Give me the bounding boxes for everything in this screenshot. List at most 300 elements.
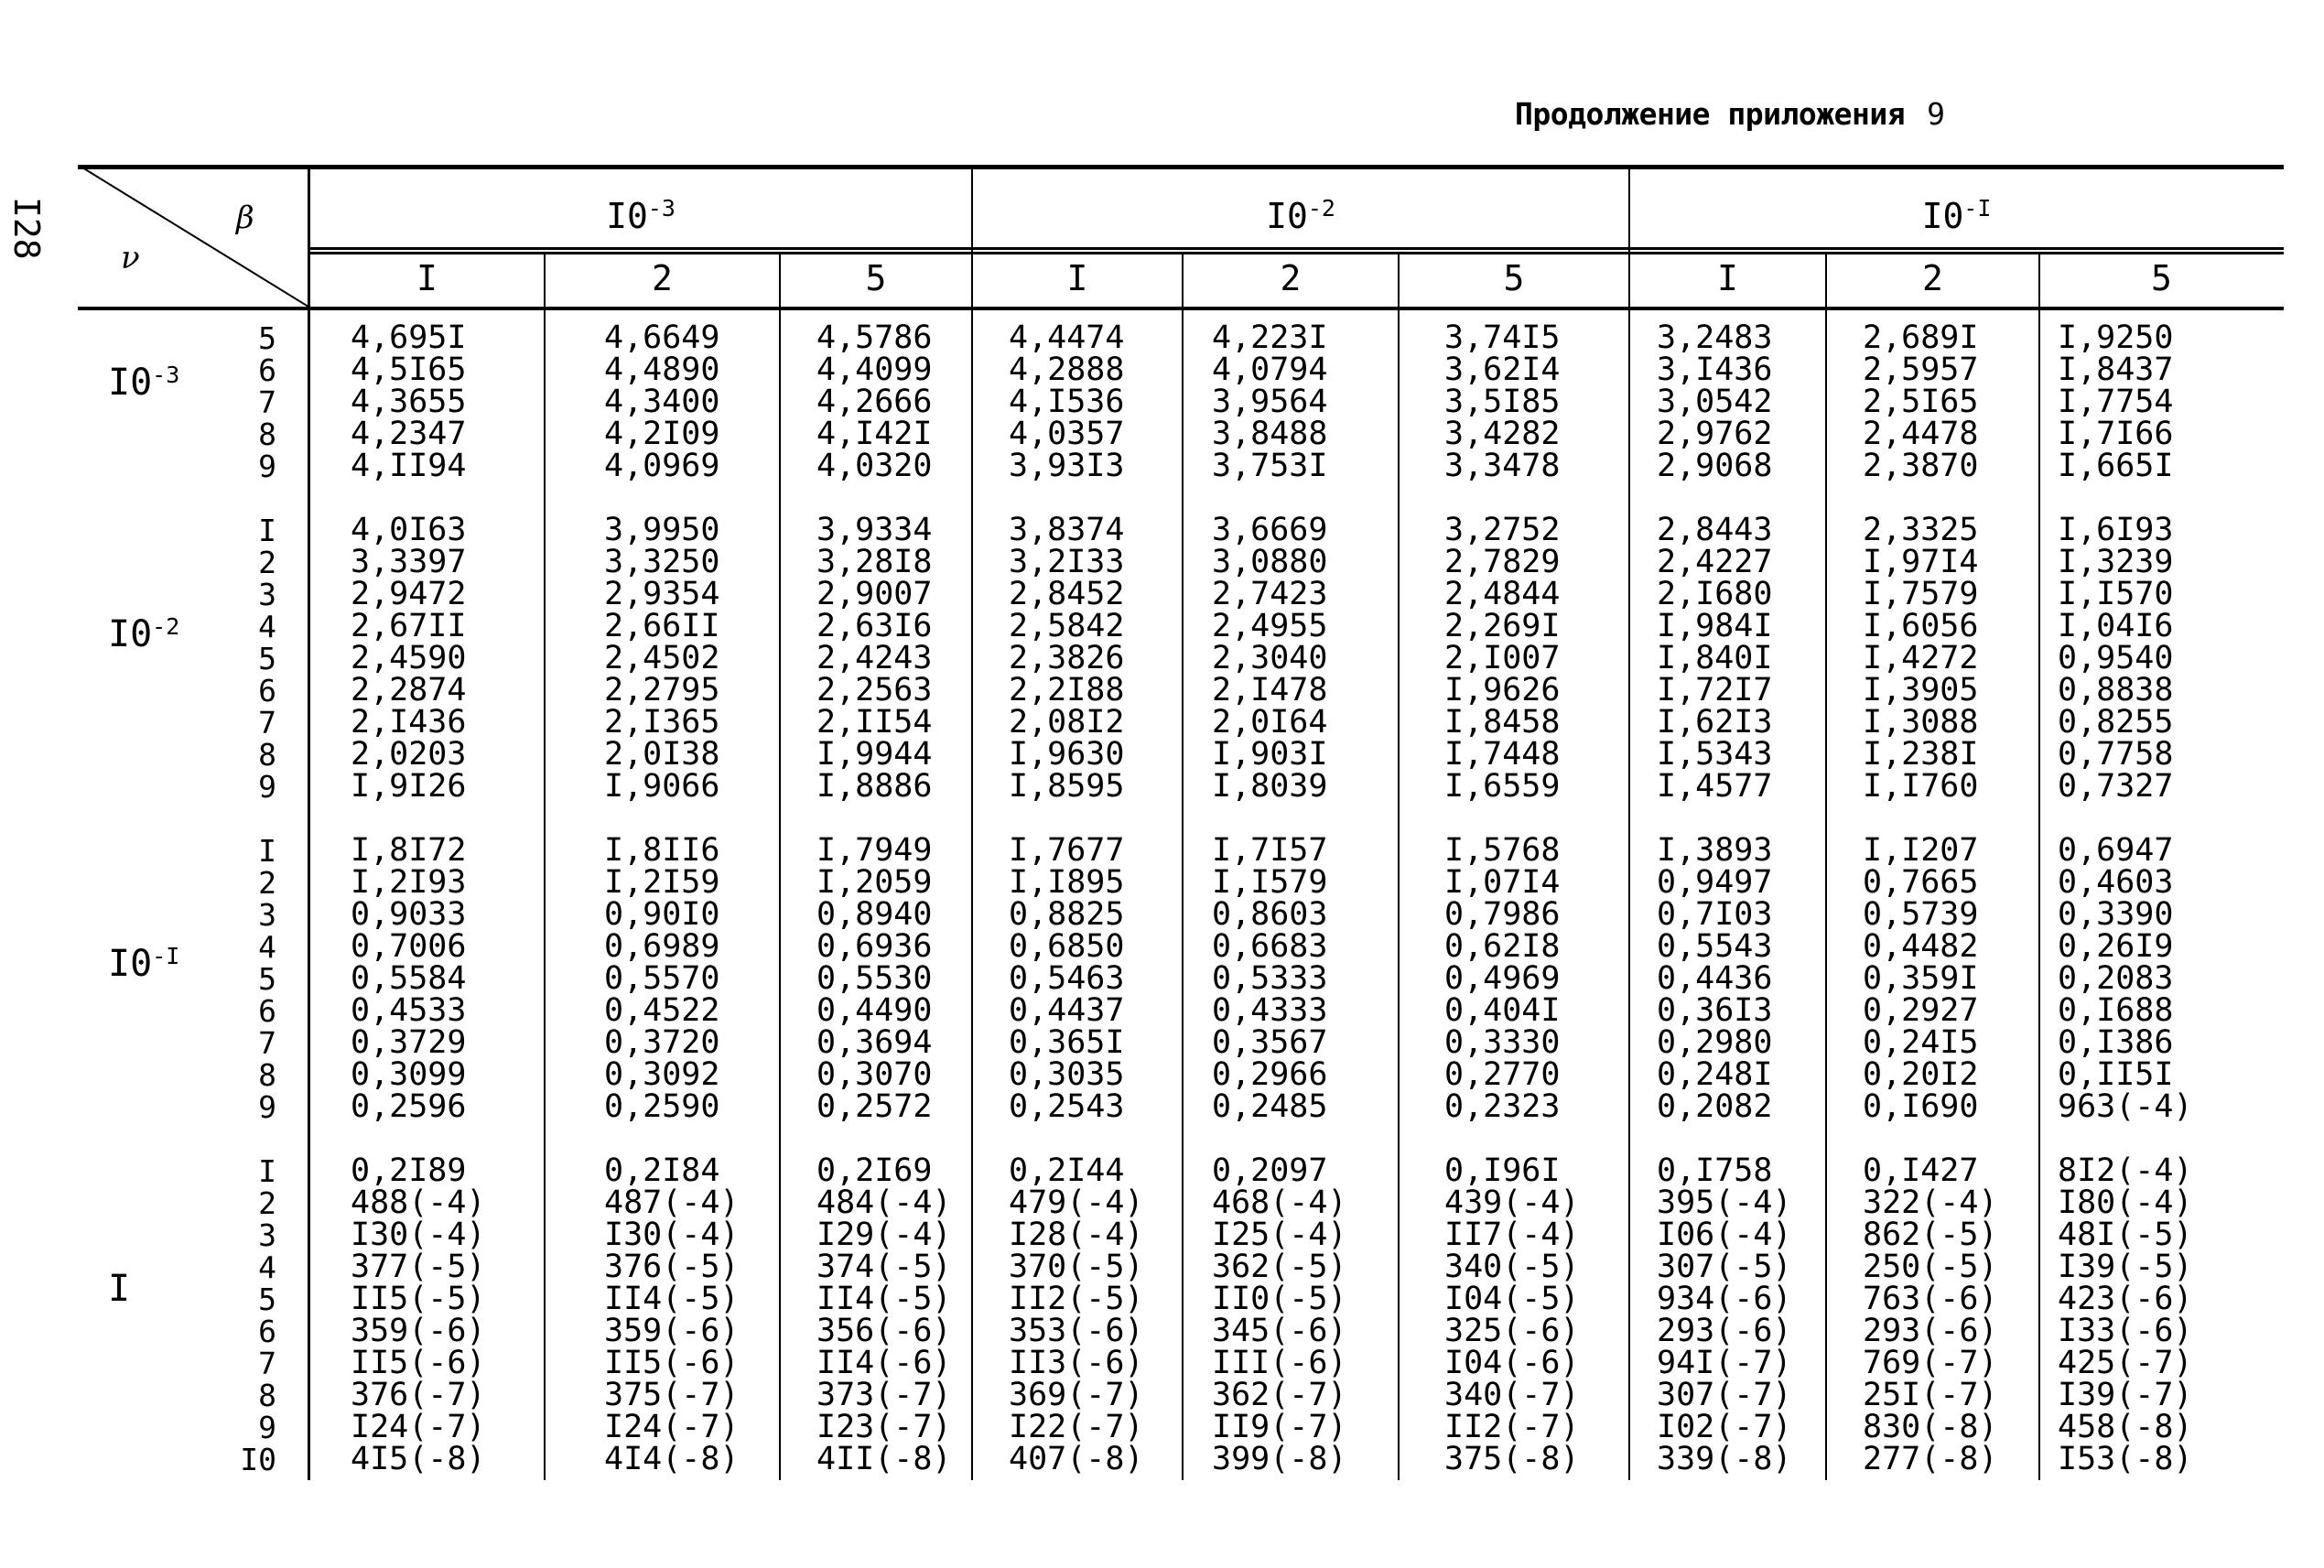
nu-value: 9 <box>258 1089 276 1125</box>
table-cell: 4,4099 <box>816 351 933 388</box>
table-cell: 293(-6) <box>1657 1313 1792 1349</box>
table-cell: 2,8443 <box>1657 512 1773 548</box>
value-column <box>1863 1152 1998 1477</box>
table-cell: I,3905 <box>1863 672 1979 708</box>
table-cell: 3,2483 <box>1657 319 1773 356</box>
table-cell: 4,4890 <box>604 351 720 388</box>
sub-column-header: 2 <box>1280 258 1302 298</box>
table-cell: I,9944 <box>816 736 933 773</box>
table-cell: I,8886 <box>816 768 933 805</box>
table-cell: 4II(-8) <box>816 1441 952 1477</box>
value-column <box>1657 1152 1792 1477</box>
table-cell: I,9I26 <box>351 768 467 805</box>
table-cell: 2,9472 <box>351 576 467 612</box>
value-column <box>1009 832 1125 1125</box>
table-cell: II5(-5) <box>351 1281 486 1317</box>
nu-value: 5 <box>258 1281 276 1317</box>
table-cell: 0,26I9 <box>2058 928 2174 965</box>
table-cell: 373(-7) <box>816 1377 952 1413</box>
table-cell: I33(-6) <box>2058 1313 2193 1349</box>
table-cell: 3,3478 <box>1444 448 1561 484</box>
sub-column-header: I <box>1066 258 1088 298</box>
nu-value: 3 <box>258 577 276 612</box>
value-column <box>1212 1152 1347 1477</box>
table-cell: 830(-8) <box>1863 1409 1998 1445</box>
table-cell: 0,62I8 <box>1444 928 1561 965</box>
value-column <box>1863 319 1979 484</box>
table-cell: I,903I <box>1212 736 1328 773</box>
table-cell: 4,3655 <box>351 384 467 420</box>
table-cell: 94I(-7) <box>1657 1345 1792 1381</box>
row-label-base: I <box>108 1268 131 1310</box>
nu-values <box>231 514 276 803</box>
table-cell: 4,2347 <box>351 416 467 452</box>
corner-diagonal <box>78 165 308 307</box>
value-column <box>604 1152 740 1477</box>
table-cell: 3,3250 <box>604 544 720 580</box>
value-column <box>2058 832 2193 1125</box>
table-cell: II0(-5) <box>1212 1281 1347 1317</box>
table-cell: 2,3325 <box>1863 512 1979 548</box>
table-cell: 2,9007 <box>816 576 933 612</box>
sub-column-header: 5 <box>865 258 887 298</box>
table-cell: I,04I6 <box>2058 608 2174 644</box>
table-cell: I02(-7) <box>1657 1409 1792 1445</box>
table-cell: I,4577 <box>1657 768 1773 805</box>
table-cell: I,7677 <box>1009 832 1125 869</box>
table-cell: 2,5842 <box>1009 608 1125 644</box>
table-cell: 2,I007 <box>1444 640 1561 676</box>
table-cell: I28(-4) <box>1009 1217 1144 1253</box>
table-cell: I,I760 <box>1863 768 1979 805</box>
table-cell: 0,4969 <box>1444 960 1561 997</box>
table-cell: 0,6936 <box>816 928 933 965</box>
table-cell: 0,8838 <box>2058 672 2174 708</box>
table-cell: I,I570 <box>2058 576 2174 612</box>
table-cell: 0,4437 <box>1009 992 1125 1029</box>
nu-value: I0 <box>240 1442 276 1477</box>
table-cell: 4,2666 <box>816 384 933 420</box>
value-column <box>1863 514 1978 803</box>
table-cell: I,8I72 <box>351 832 467 869</box>
table-cell: 2,3826 <box>1009 640 1125 676</box>
table-cell: I23(-7) <box>816 1409 952 1445</box>
table-cell: II5(-6) <box>351 1345 486 1381</box>
table-cell: 0,359I <box>1863 960 1979 997</box>
nu-value: 4 <box>258 609 276 644</box>
table-cell: 0,7986 <box>1444 896 1561 933</box>
table-cell: 376(-7) <box>351 1377 486 1413</box>
table-cell: 2,7423 <box>1212 576 1328 612</box>
table-cell: 0,6850 <box>1009 928 1125 965</box>
table-cell: 0,2770 <box>1444 1056 1561 1093</box>
table-cell: II9(-7) <box>1212 1409 1347 1445</box>
value-column <box>1009 1152 1144 1477</box>
table-cell: I30(-4) <box>604 1217 740 1253</box>
value-column <box>816 1152 952 1477</box>
row-group-label-4 <box>108 1268 227 1310</box>
table-cell: 963(-4) <box>2058 1088 2193 1125</box>
column-rule-8 <box>2038 252 2040 1480</box>
table-cell: 468(-4) <box>1212 1184 1347 1221</box>
table-cell: 0,3330 <box>1444 1024 1561 1061</box>
table-cell: I,8II6 <box>604 832 720 869</box>
row-group-label-1 <box>108 362 227 404</box>
table-cell: 0,2097 <box>1212 1152 1328 1189</box>
nu-value: 7 <box>258 1025 276 1061</box>
table-cell: 3,3397 <box>351 544 467 580</box>
table-cell: I39(-7) <box>2058 1377 2193 1413</box>
table-cell: 3,6669 <box>1212 512 1328 548</box>
value-column <box>1212 832 1328 1125</box>
nu-value: I <box>258 833 276 869</box>
table-cell: 0,7758 <box>2058 736 2174 773</box>
table-cell: II7(-4) <box>1444 1217 1580 1253</box>
table-cell: 293(-6) <box>1863 1313 1998 1349</box>
table-cell: 2,II54 <box>816 704 933 741</box>
table-cell: 4,0I63 <box>351 512 467 548</box>
value-column <box>1009 514 1124 803</box>
nu-value: 8 <box>258 1057 276 1093</box>
table-cell: 0,6989 <box>604 928 720 965</box>
value-column <box>604 319 720 484</box>
table-cell: I,7I66 <box>2058 416 2174 452</box>
heading-text: Продолжение приложения <box>1515 96 1906 132</box>
table-cell: I,2059 <box>816 864 933 901</box>
table-cell: 395(-4) <box>1657 1184 1792 1221</box>
value-column <box>604 832 720 1125</box>
table-cell: 4,5I65 <box>351 351 467 388</box>
table-cell: 0,5530 <box>816 960 933 997</box>
table-cell: 4,2I09 <box>604 416 720 452</box>
table-cell: II4(-6) <box>816 1345 952 1381</box>
value-column <box>1444 514 1560 803</box>
value-column <box>1444 832 1561 1125</box>
table-cell: 2,269I <box>1444 608 1561 644</box>
table-cell: 3,28I8 <box>816 544 933 580</box>
table-cell: 307(-7) <box>1657 1377 1792 1413</box>
table-cell: I,I895 <box>1009 864 1125 901</box>
table-cell: 377(-5) <box>351 1249 486 1285</box>
beta-label: β <box>236 200 254 236</box>
table-cell: 2,3870 <box>1863 448 1979 484</box>
table-cell: 2,67II <box>351 608 467 644</box>
nu-value: 9 <box>258 1410 276 1445</box>
table-cell: 0,6683 <box>1212 928 1328 965</box>
table-cell: 277(-8) <box>1863 1441 1998 1477</box>
table-cell: 0,5463 <box>1009 960 1125 997</box>
table-cell: I,4272 <box>1863 640 1979 676</box>
value-column <box>1212 319 1328 484</box>
table-cell: 3,74I5 <box>1444 319 1561 356</box>
table-cell: I,3893 <box>1657 832 1773 869</box>
table-cell: 3,93I3 <box>1009 448 1125 484</box>
table-cell: 0,365I <box>1009 1024 1125 1061</box>
table-cell: 4,223I <box>1212 319 1328 356</box>
table-cell: 0,36I3 <box>1657 992 1773 1029</box>
table-cell: 0,2966 <box>1212 1056 1328 1093</box>
table-cell: 0,7327 <box>2058 768 2174 805</box>
nu-value: 6 <box>258 993 276 1029</box>
sub-column-header: 5 <box>2151 258 2172 298</box>
nu-value: 4 <box>258 1249 276 1285</box>
table-cell: I,6559 <box>1444 768 1561 805</box>
table-cell: 488(-4) <box>351 1184 486 1221</box>
column-rule-4 <box>1182 252 1184 1480</box>
table-cell: 2,4502 <box>604 640 720 676</box>
table-cell: I,7579 <box>1863 576 1979 612</box>
nu-value: 4 <box>258 929 276 965</box>
table-cell: I,840I <box>1657 640 1773 676</box>
nu-value: 7 <box>258 384 276 420</box>
table-cell: 0,I758 <box>1657 1152 1773 1189</box>
table-cell: 0,3092 <box>604 1056 720 1093</box>
table-cell: I24(-7) <box>351 1409 486 1445</box>
table-cell: 25I(-7) <box>1863 1377 1998 1413</box>
table-cell: I,2I59 <box>604 864 720 901</box>
table-cell: I,8595 <box>1009 768 1125 805</box>
table-cell: 339(-8) <box>1657 1441 1792 1477</box>
value-column <box>1212 514 1327 803</box>
nu-label: ν <box>121 240 140 276</box>
table-cell: 0,5584 <box>351 960 467 997</box>
table-cell: 3,9564 <box>1212 384 1328 420</box>
table-cell: 2,I680 <box>1657 576 1773 612</box>
table-cell: 3,0880 <box>1212 544 1328 580</box>
sub-column-header: I <box>416 258 438 298</box>
value-column <box>604 514 719 803</box>
group-header-exponent: -2 <box>1307 195 1335 222</box>
table-cell: 0,3567 <box>1212 1024 1328 1061</box>
table-cell: 2,I478 <box>1212 672 1328 708</box>
table-cell: 3,I436 <box>1657 351 1773 388</box>
table-cell: 322(-4) <box>1863 1184 1998 1221</box>
table-cell: 3,2I33 <box>1009 544 1125 580</box>
table-cell: 2,8452 <box>1009 576 1125 612</box>
value-column <box>1444 1152 1580 1477</box>
table-cell: I,984I <box>1657 608 1773 644</box>
table-cell: 0,3720 <box>604 1024 720 1061</box>
table-cell: 2,4844 <box>1444 576 1561 612</box>
table-cell: 359(-6) <box>604 1313 740 1349</box>
table-cell: 479(-4) <box>1009 1184 1144 1221</box>
table-cell: 307(-5) <box>1657 1249 1792 1285</box>
nu-values <box>231 1155 276 1476</box>
table-cell: 0,4482 <box>1863 928 1979 965</box>
table-cell: 4,I536 <box>1009 384 1125 420</box>
table-cell: 356(-6) <box>816 1313 952 1349</box>
nu-value: I <box>258 1153 276 1189</box>
table-cell: 0,404I <box>1444 992 1561 1029</box>
table-cell: 0,2083 <box>2058 960 2174 997</box>
group-header-base: I0 <box>1266 196 1308 236</box>
table-cell: I,8458 <box>1444 704 1561 741</box>
table-cell: 4,0794 <box>1212 351 1328 388</box>
table-cell: 0,2596 <box>351 1088 467 1125</box>
value-column <box>816 832 933 1125</box>
table-cell: 0,2572 <box>816 1088 933 1125</box>
table-cell: I,6I93 <box>2058 512 2174 548</box>
table-cell: 0,I96I <box>1444 1152 1561 1189</box>
nu-value: 3 <box>258 897 276 933</box>
table-cell: I06(-4) <box>1657 1217 1792 1253</box>
table-cell: 370(-5) <box>1009 1249 1144 1285</box>
table-cell: 4,0969 <box>604 448 720 484</box>
table-cell: 0,8940 <box>816 896 933 933</box>
table-cell: 3,753I <box>1212 448 1328 484</box>
table-cell: 362(-5) <box>1212 1249 1347 1285</box>
table-cell: 2,4955 <box>1212 608 1328 644</box>
table-cell: I,97I4 <box>1863 544 1979 580</box>
value-column <box>1657 514 1772 803</box>
table-cell: 3,9334 <box>816 512 933 548</box>
row-label-base: I0 <box>108 943 153 985</box>
table-cell: 0,4603 <box>2058 864 2174 901</box>
table-cell: 0,9540 <box>2058 640 2174 676</box>
table-cell: I39(-5) <box>2058 1249 2193 1285</box>
table-cell: II4(-5) <box>816 1281 952 1317</box>
nu-values <box>231 322 276 482</box>
value-column <box>1444 319 1561 484</box>
value-column <box>351 1152 486 1477</box>
table-cell: 4I5(-8) <box>351 1441 486 1477</box>
table-cell: 0,4436 <box>1657 960 1773 997</box>
table-cell: I,3088 <box>1863 704 1979 741</box>
value-column <box>351 832 467 1125</box>
table-cell: I,9066 <box>604 768 720 805</box>
table-cell: I22(-7) <box>1009 1409 1144 1445</box>
table-cell: 407(-8) <box>1009 1441 1144 1477</box>
table-cell: 0,7006 <box>351 928 467 965</box>
table-cell: 399(-8) <box>1212 1441 1347 1477</box>
table-cell: 0,2082 <box>1657 1088 1773 1125</box>
table-cell: 3,0542 <box>1657 384 1773 420</box>
value-column <box>1009 319 1125 484</box>
table-cell: I,7754 <box>2058 384 2174 420</box>
table-cell: 2,2874 <box>351 672 467 708</box>
table-cell: I,9250 <box>2058 319 2174 356</box>
value-column <box>816 319 933 484</box>
table-cell: 4,II94 <box>351 448 467 484</box>
table-cell: 439(-4) <box>1444 1184 1580 1221</box>
table-cell: III(-6) <box>1212 1345 1347 1381</box>
table-cell: I,5343 <box>1657 736 1773 773</box>
nu-value: 2 <box>258 865 276 901</box>
nu-value: 9 <box>258 769 276 805</box>
table-cell: 458(-8) <box>2058 1409 2193 1445</box>
row-label-exponent: -2 <box>152 613 180 640</box>
table-cell: 0,2980 <box>1657 1024 1773 1061</box>
row-group-label-2 <box>108 613 227 655</box>
table-cell: I04(-6) <box>1444 1345 1580 1381</box>
table-cell: I,9626 <box>1444 672 1561 708</box>
sub-column-header: 2 <box>1922 258 1943 298</box>
table-cell: I,7448 <box>1444 736 1561 773</box>
table-cell: 0,7I03 <box>1657 896 1773 933</box>
table-cell: I,I207 <box>1863 832 1979 869</box>
table-cell: 0,8825 <box>1009 896 1125 933</box>
nu-value: 5 <box>258 641 276 676</box>
table-cell: 0,3729 <box>351 1024 467 1061</box>
table-cell: I,I579 <box>1212 864 1328 901</box>
table-cell: 934(-6) <box>1657 1281 1792 1317</box>
sub-column-header: I <box>1717 258 1738 298</box>
table-cell: 0,90I0 <box>604 896 720 933</box>
table-cell: 374(-5) <box>816 1249 952 1285</box>
table-cell: 2,9354 <box>604 576 720 612</box>
table-cell: 4,I42I <box>816 416 933 452</box>
table-cell: 2,5I65 <box>1863 384 1979 420</box>
page-number: I28 <box>6 197 47 260</box>
table-cell: 359(-6) <box>351 1313 486 1349</box>
nu-value: 9 <box>258 449 276 484</box>
table-cell: I53(-8) <box>2058 1441 2193 1477</box>
table-cell: 4,4474 <box>1009 319 1125 356</box>
table-cell: 250(-5) <box>1863 1249 1998 1285</box>
table-cell: 2,4590 <box>351 640 467 676</box>
group-header-rule <box>309 247 2284 250</box>
nu-value: 7 <box>258 705 276 741</box>
nu-value: I <box>258 513 276 548</box>
table-cell: I,665I <box>2058 448 2174 484</box>
table-cell: 0,2I89 <box>351 1152 467 1189</box>
table-cell: 0,6947 <box>2058 832 2174 869</box>
table-cell: 2,689I <box>1863 319 1979 356</box>
table-cell: 0,2543 <box>1009 1088 1125 1125</box>
table-cell: 0,3390 <box>2058 896 2174 933</box>
table-cell: 0,4533 <box>351 992 467 1029</box>
table-cell: 0,2323 <box>1444 1088 1561 1125</box>
table-cell: II5(-6) <box>604 1345 740 1381</box>
table-cell: 2,66II <box>604 608 720 644</box>
table-cell: I80(-4) <box>2058 1184 2193 1221</box>
table-cell: 345(-6) <box>1212 1313 1347 1349</box>
row-label-base: I0 <box>108 362 153 404</box>
table-cell: I,238I <box>1863 736 1979 773</box>
table-cell: I,5768 <box>1444 832 1561 869</box>
row-label-exponent: -I <box>152 943 180 969</box>
table-cell: 4,5786 <box>816 319 933 356</box>
value-column <box>351 514 466 803</box>
table-cell: 48I(-5) <box>2058 1217 2193 1253</box>
table-cell: 3,8488 <box>1212 416 1328 452</box>
value-column <box>2058 1152 2193 1477</box>
table-cell: 3,4282 <box>1444 416 1561 452</box>
column-rule-3 <box>971 165 973 1480</box>
table-cell: 340(-7) <box>1444 1377 1580 1413</box>
value-column <box>2058 319 2174 484</box>
table-cell: 2,63I6 <box>816 608 933 644</box>
table-cell: II4(-5) <box>604 1281 740 1317</box>
table-cell: 325(-6) <box>1444 1313 1580 1349</box>
table-cell: 2,0I64 <box>1212 704 1328 741</box>
column-rule-2 <box>779 252 781 1480</box>
table-cell: 0,24I5 <box>1863 1024 1979 1061</box>
table-cell: 2,4227 <box>1657 544 1773 580</box>
nu-value: 8 <box>258 737 276 773</box>
value-column <box>351 319 467 484</box>
table-cell: I,72I7 <box>1657 672 1773 708</box>
table-cell: 0,4333 <box>1212 992 1328 1029</box>
table-cell: 0,3099 <box>351 1056 467 1093</box>
group-header-rule-b <box>309 252 2284 254</box>
group-header-base: I0 <box>1921 196 1964 236</box>
table-cell: 3,62I4 <box>1444 351 1561 388</box>
nu-value: 6 <box>258 1314 276 1349</box>
appendix-number: 9 <box>1927 96 1945 132</box>
table-cell: 0,5333 <box>1212 960 1328 997</box>
table-cell: 353(-6) <box>1009 1313 1144 1349</box>
